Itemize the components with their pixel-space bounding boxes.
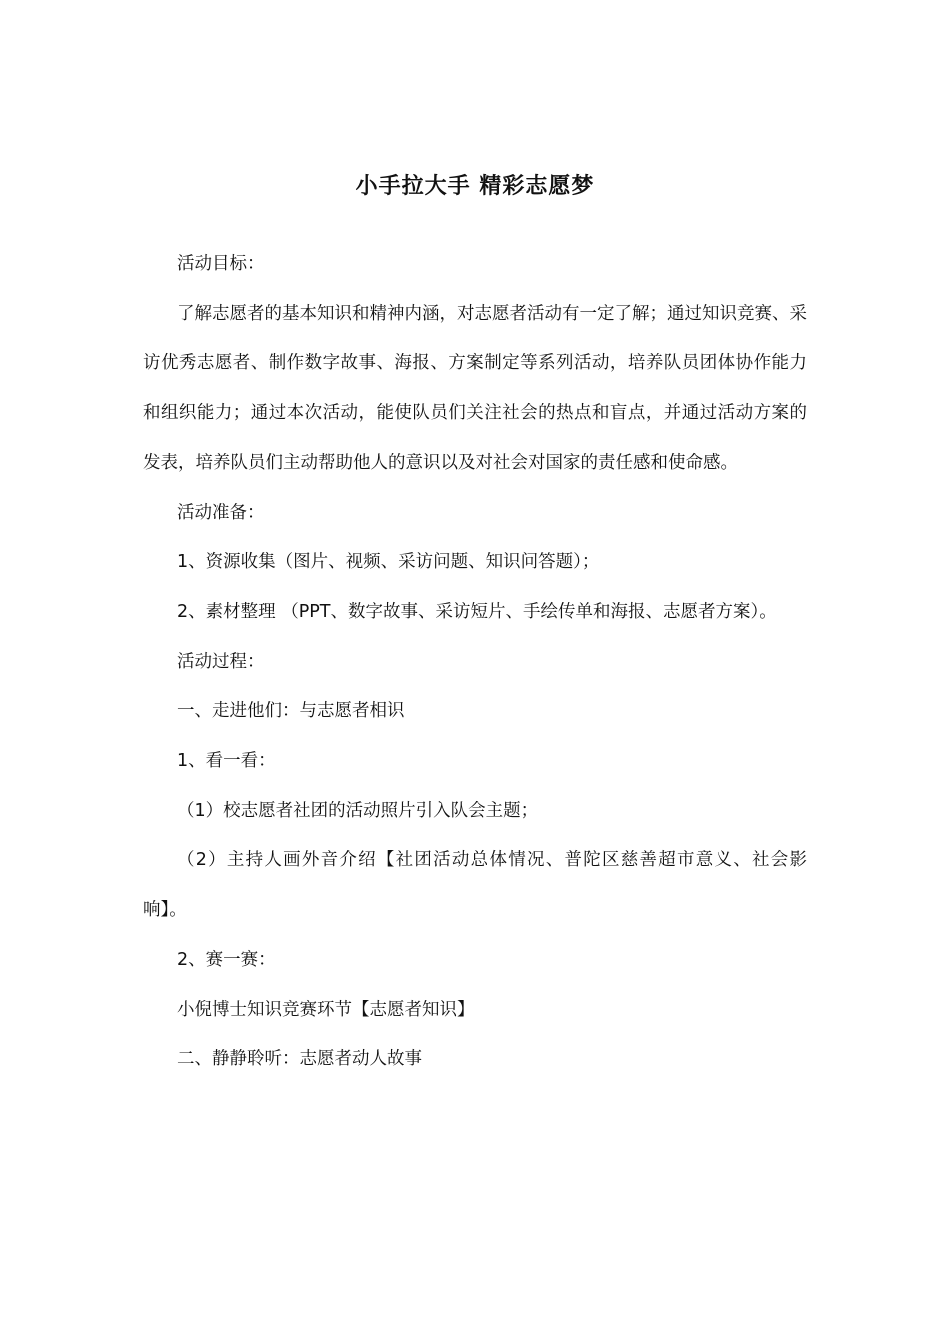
process-step-compete: 2、赛一赛： [177, 949, 276, 970]
section-heading-process: 活动过程： [177, 651, 265, 672]
process-look-item-2: （2）主持人画外音介绍【社团活动总体情况、普陀区慈善超市意义、社会影响】。 [143, 850, 807, 921]
preparation-item-2: 2、素材整理 （PPT、数字故事、采访短片、手绘传单和海报、志愿者方案）。 [177, 601, 777, 622]
process-compete-item: 小倪博士知识竞赛环节【志愿者知识】 [177, 999, 475, 1020]
section-heading-goal: 活动目标： [177, 254, 265, 274]
section-heading-preparation: 活动准备： [177, 502, 265, 523]
goal-paragraph: 了解志愿者的基本知识和精神内涵，对志愿者活动有一定了解；通过知识竞赛、采访优秀志愿者、制作数字故事、海报、方案制定等系列活动，培养队员团体协作能力和组织能力；通过本次活动，能使队员们关注社会的热点和盲点，并通过活动方案的发表，培养队员们主动帮助他人的意识以及对社会对国家的责任感和使命感。 [143, 303, 807, 473]
process-look-item-1: （1）校志愿者社团的活动照片引入队会主题； [177, 800, 539, 821]
document-body [143, 240, 807, 1085]
process-part-2-heading: 二、静静聆听：志愿者动人故事 [177, 1049, 422, 1070]
process-part-1-heading: 一、走进他们：与志愿者相识 [177, 701, 405, 722]
preparation-item-1: 1、资源收集（图片、视频、采访问题、知识问答题）； [177, 552, 600, 573]
document-title: 小手拉大手 精彩志愿梦 [355, 173, 595, 199]
process-step-look: 1、看一看： [177, 751, 276, 772]
